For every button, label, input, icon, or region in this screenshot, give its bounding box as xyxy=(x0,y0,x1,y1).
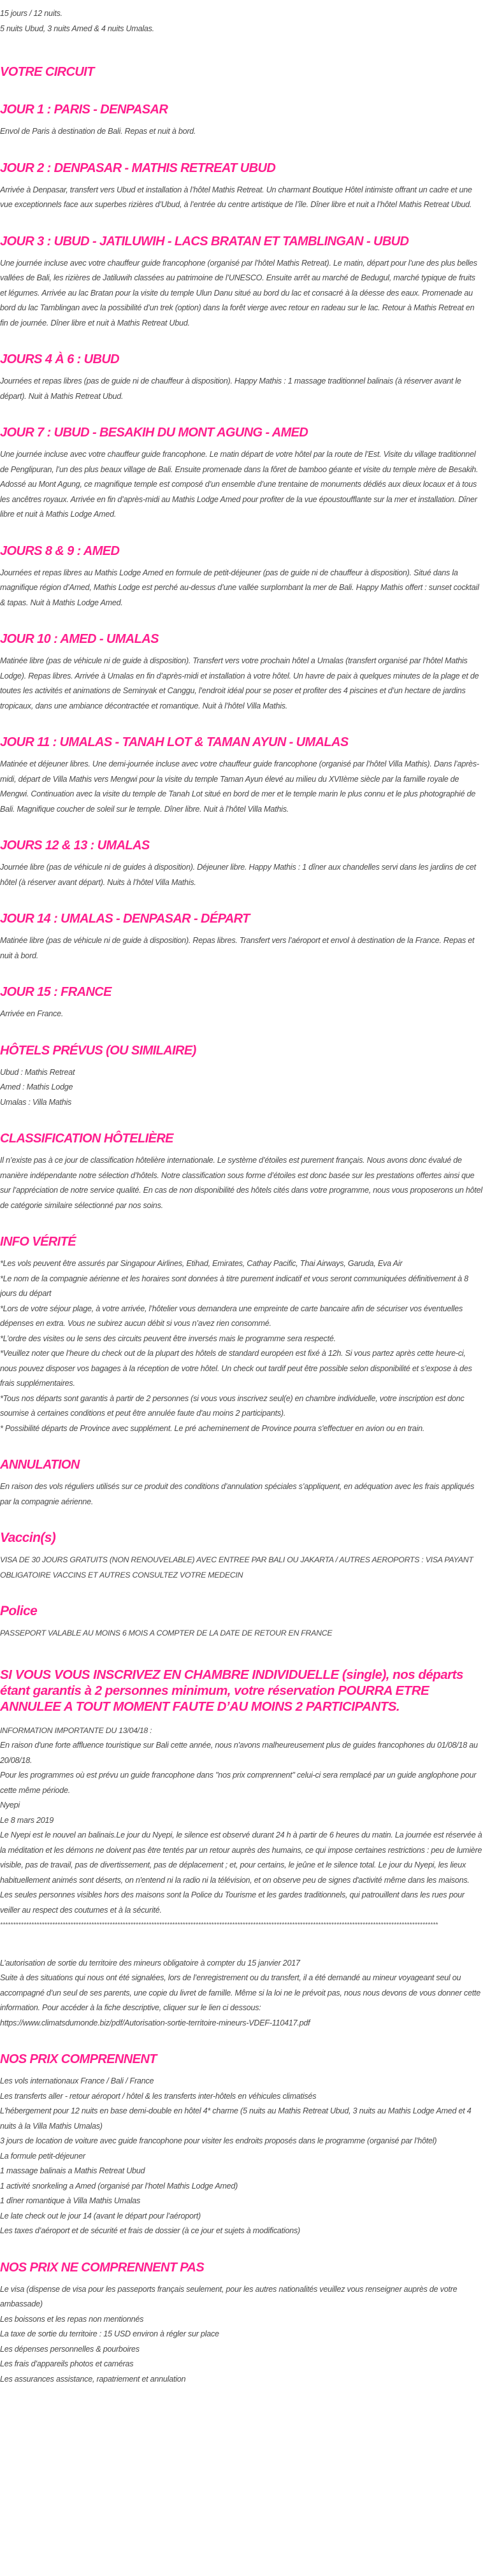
important-info-line: Pour les programmes où est prévu un guide francophone dans "nos prix comprennent" celui-ci sera remplacé par un guide anglophone pour cette même période. xyxy=(0,1771,477,1795)
section-title-hotels: HÔTELS PRÉVUS (OU SIMILAIRE) xyxy=(0,1043,196,1058)
day-title: JOUR 1 : PARIS - DENPASAR xyxy=(0,103,168,117)
day-title: JOUR 2 : DENPASAR - MATHIS RETREAT UBUD xyxy=(0,161,276,175)
excluded-item: Les frais d’appareils photos et caméras xyxy=(0,2359,134,2368)
excluded-item: Le visa (dispense de visa pour les passeports français seulement, pour les autres nationalités veuillez vous renseigner auprès de votre ambassade) xyxy=(0,2284,458,2308)
annulation-text: En raison des vols réguliers utilisés sur ce produit des conditions d’annulation spéciales s’appliquent, en adéquation avec les frais appliqués par la compagnie aérienne. xyxy=(0,1482,475,1506)
info-verite-item: *Tous nos départs sont garantis à partir de 2 personnes (si vous vous inscrivez seul(e) en chambre individuelle, votre inscription est donc soumise à certaines conditions et peut être annulée faute d'au moins 2 participants). xyxy=(0,1393,465,1418)
included-item: Les taxes d’aéroport et de sécurité et frais de dossier (à ce jour et sujets à modifications) xyxy=(0,2226,300,2235)
day-description: Matinée libre (pas de véhicule ni de guide à disposition). Transfert vers votre prochain hôtel a Umalas (transfert organisé par l’hôtel Mathis Lodge). Repas libres. Arrivée à Umalas en fin d’après-midi et installation à votre hôtel. Un havre de paix à quelques minutes de la plage et de toutes les activités et animations de Seminyak et Canggu, l’endroit idéal pour se poser et profiter des 4 piscines et d’un hectare de jardins tropicaux, dans une ambiance décontractée et romantique. Nuit à l’hôtel Villa Mathis. xyxy=(0,656,479,710)
intro-line: 5 nuits Ubud, 3 nuits Amed & 4 nuits Umalas. xyxy=(0,24,154,33)
day-title: JOUR 7 : UBUD - BESAKIH DU MONT AGUNG - AMED xyxy=(0,426,308,440)
day-description: Une journée incluse avec votre chauffeur guide francophone. Le matin départ de votre hôtel par la route de l’Est. Visite du village traditionnel de Penglipuran, l’un des plus beaux village de Bali. Ensuite promenade dans la fôret de bamboo géante et visite du temple mère de Besakih. Adossé au Mont Agung, ce magnifique temple est composé d’un ensemble d’une trentaine de monuments dédiés aux dieux locaux et à tous les ancêtres royaux. Arrivée en fin d’après-midi au Mathis Lodge Amed pour profiter de la vue époustoufflante sur la mer et installation. Dîner libre et nuit à Mathis Lodge Amed. xyxy=(0,450,479,519)
important-info-line: INFORMATION IMPORTANTE DU 13/04/18 : xyxy=(0,1725,152,1735)
included-item: 3 jours de location de voiture avec guide francophone pour visiter les endroits proposés dans le programme (organisé par l’hôtel) xyxy=(0,2136,437,2145)
day-title: JOUR 15 : FRANCE xyxy=(0,985,112,999)
hotel-item: Amed : Mathis Lodge xyxy=(0,1083,73,1091)
day-description: Matinée et déjeuner libres. Une demi-journée incluse avec votre chauffeur guide francophone (organisé par l’hôtel Villa Mathis). Dans l’après-midi, départ de Villa Mathis vers Mengwi pour la visite du temple Taman Ayun élevé au milieu du XVIIème siècle par la famille royale de Mengwi. Continuation avec la visite du temple de Tanah Lot situé en bord de mer et le temple marin le plus connu et le plus photographié de Bali. Magnifique coucher de soleil sur le temple. Dîner libre. Nuit à l’hôtel Villa Mathis. xyxy=(0,759,479,814)
section-title-info-verite: INFO VÉRITÉ xyxy=(0,1235,76,1249)
day-description: Arrivée à Denpasar, transfert vers Ubud et installation à l’hôtel Mathis Retreat. Un charmant Boutique Hôtel intimiste offrant un cadre et une vue exceptionnels face aux superbes rizières d’Ubud, à l’entrée du centre artistique de l’île. Dîner libre et nuit a l’hôtel Mathis Retreat Ubud. xyxy=(0,185,472,209)
section-title-included: NOS PRIX COMPRENNENT xyxy=(0,2052,157,2066)
day-title: JOURS 8 & 9 : AMED xyxy=(0,543,120,558)
included-item: La formule petit-déjeuner xyxy=(0,2151,85,2161)
day-description: Journées et repas libres au Mathis Lodge Amed en formule de petit-déjeuner (pas de guide ni de chauffeur à disposition). Situé dans la magnifique région d’Amed, Mathis Lodge est perché au-dessus d’une vallée surplombant la mer de Bali. Happy Mathis offert : sunset cocktail & tapas. Nuit à Mathis Lodge Amed. xyxy=(0,568,479,607)
vaccins-text: VISA DE 30 JOURS GRATUITS (NON RENOUVELABLE) AVEC ENTREE PAR BALI OU JAKARTA / AUTRES AEROPORTS : VISA PAYANT OBLIGATOIRE VACCINS ET AUTRES CONSULTEZ VOTRE MEDECIN xyxy=(0,1555,473,1579)
minors-form-link[interactable]: https://www.climatsdumonde.biz/pdf/Autorisation-sortie-territoire-mineurs-VDEF-110417.pdf xyxy=(0,2018,310,2027)
info-verite-item: *Les vols peuvent être assurés par Singapour Airlines, Etihad, Emirates, Cathay Pacific, Thai Airways, Garuda, Eva Air xyxy=(0,1259,403,1268)
section-title-annulation: ANNULATION xyxy=(0,1458,80,1472)
included-item: 1 dîner romantique à Villa Mathis Umalas xyxy=(0,2196,141,2205)
minors-info-line: L’autorisation de sortie du territoire des mineurs obligatoire à compter du 15 janvier 2017 xyxy=(0,1958,300,1968)
day-description: Journée libre (pas de véhicule ni de guides à disposition). Déjeuner libre. Happy Mathis : 1 dîner aux chandelles servi dans les jardins de cet hôtel (à réserver avant départ). Nuits à l’hôtel Villa Mathis. xyxy=(0,863,476,887)
day-description: Matinée libre (pas de véhicule ni de guide à disposition). Repas libres. Transfert vers l’aéroport et envol à destination de la France. Repas et nuit à bord. xyxy=(0,936,475,960)
excluded-item: La taxe de sortie du territoire : 15 USD environ à régler sur place xyxy=(0,2329,219,2338)
included-item: 1 activité snorkeling a Amed (organisé par l’hotel Mathis Lodge Amed) xyxy=(0,2181,238,2191)
section-title-vaccins: Vaccin(s) xyxy=(0,1530,56,1545)
included-item: Le late check out le jour 14 (avant le départ pour l’aéroport) xyxy=(0,2211,201,2220)
separator-line: ************************************************************************************************************************************************************************ xyxy=(0,1922,438,1929)
section-title-excluded: NOS PRIX NE COMPRENNENT PAS xyxy=(0,2260,205,2275)
important-info-line: Nyepi xyxy=(0,1801,20,1810)
excluded-item: Les boissons et les repas non mentionnés xyxy=(0,2314,144,2324)
excluded-item: Les dépenses personnelles & pourboires xyxy=(0,2344,140,2354)
section-title-police: Police xyxy=(0,1604,38,1618)
intro-line: 15 jours / 12 nuits. xyxy=(0,9,62,18)
day-title: JOUR 3 : UBUD - JATILUWIH - LACS BRATAN ET TAMBLINGAN - UBUD xyxy=(0,234,409,248)
day-title: JOURS 12 & 13 : UMALAS xyxy=(0,838,150,853)
day-title: JOUR 14 : UMALAS - DENPASAR - DÉPART xyxy=(0,912,250,926)
hotel-item: Umalas : Villa Mathis xyxy=(0,1097,72,1107)
hotel-item: Ubud : Mathis Retreat xyxy=(0,1067,75,1077)
important-info-line: Le 8 mars 2019 xyxy=(0,1815,54,1825)
day-description: Journées et repas libres (pas de guide ni de chauffeur à disposition). Happy Mathis : 1 massage traditionnel balinais (à réserver avant le départ). Nuit à Mathis Retreat Ubud. xyxy=(0,377,461,401)
day-description: Envol de Paris à destination de Bali. Repas et nuit à bord. xyxy=(0,127,196,136)
single-room-warning: SI VOUS VOUS INSCRIVEZ EN CHAMBRE INDIVIDUELLE (single), nos départs étant garantis à 2 personnes minimum, votre réservation POURRA ETRE ANNULEE A TOUT MOMENT FAUTE D’AU MOINS 2 PARTICIPANTS. xyxy=(0,1667,463,1714)
important-info-line: Le Nyepi est le nouvel an balinais.Le jour du Nyepi, le silence est observé durant 24 h à partir de 6 heures du matin. La journée est réservée à la méditation et les démons ne doivent pas être tentés par un retour auprès des humains, ce qui impose certaines restrictions : peu de lumière visible, pas de travail, pas de divertissement, pas de déplacement ; et, pour certains, le jeûne et le silence total. Le jour du Nyepi, les lieux habituellement animés sont déserts, on n'entend ni la radio ni la télévision, et on observe peu de signes d'activité même dans les maisons. Les seules personnes visibles hors des maisons sont la Police du Tourisme et les gardes traditionnels, qui patrouillent dans les rues pour veiller au respect des coutumes et à la sécurité. xyxy=(0,1831,482,1915)
included-item: Les transferts aller - retour aéroport / hôtel & les transferts inter-hôtels en véhicules climatisés xyxy=(0,2091,317,2101)
info-verite-item: *Lors de votre séjour plage, à votre arrivée, l’hôtelier vous demandera une empreinte de carte bancaire afin de sécuriser vos éventuelles dépenses en extra. Vous ne subirez aucun débit si vous n’avez rien consommé. xyxy=(0,1304,463,1328)
info-verite-item: * Possibilité départs de Province avec supplément. Le pré acheminement de Province pourra s'effectuer en avion ou en train. xyxy=(0,1423,425,1433)
info-verite-item: *L’ordre des visites ou le sens des circuits peuvent être inversés mais le programme sera respecté. xyxy=(0,1334,336,1343)
info-verite-item: *Veuillez noter que l’heure du check out de la plupart des hôtels de standard européen est fixé à 12h. Si vous partez après cette heure-ci, nous pouvez disposer vos bagages à la réception de votre hôtel. Un check out tardif peut être possible selon disponibilité et s’expose à des frais supplémentaires. xyxy=(0,1349,472,1388)
included-item: L'hébergement pour 12 nuits en base demi-double en hôtel 4* charme (5 nuits au Mathis Retreat Ubud, 3 nuits au Mathis Lodge Amed et 4 nuits à la Villa Mathis Umalas) xyxy=(0,2106,472,2131)
minors-info-line: Suite à des situations qui nous ont été signalées, lors de l’enregistrement ou du transfert, il a été demandé au mineur voyageant seul ou accompagné d’un seul de ses parents, une copie du livret de famille. Même si la loi ne le prévoit pas, nous nous devons de vous donner cette information. Pour accéder à la fiche descriptive, cliquer sur le lien ci dessous: xyxy=(0,1973,480,2012)
day-description: Une journée incluse avec votre chauffeur guide francophone (organisé par l’hôtel Mathis Retreat). Le matin, départ pour l’une des plus belles vallées de Bali, les rizières de Jatiluwih classées au patrimoine de l’UNESCO. Ensuite arrêt au marché de Bedugul, marché typique de fruits et légumes. Arrivée au lac Bratan pour la visite du temple Ulun Danu situé au bord du lac et consacré à la déesse des eaux. Promenade au bord du lac Tamblingan avec la possibilité d’un trek (option) dans la forêt vierge avec retour en radeau sur le lac. Retour à Mathis Retreat en fin de journée. Dîner libre et nuit à Mathis Retreat Ubud. xyxy=(0,258,477,327)
day-title: JOUR 10 : AMED - UMALAS xyxy=(0,632,159,646)
included-item: 1 massage balinais a Mathis Retreat Ubud xyxy=(0,2166,145,2175)
classification-text: Il n’existe pas à ce jour de classification hôtelière internationale. Le système d’étoiles est purement français. Nous avons donc évalué de manière indépendante notre sélection d’hôtels. Notre classification sous forme d’étoiles est donc basée sur les prestations offertes ainsi que sur l’appréciation de notre service qualité. En cas de non disponibilité des hôtels cités dans votre programme, nous vous proposerons un hôtel de catégorie similaire sélectionné par nos soins. xyxy=(0,1156,482,1210)
important-info-line: En raison d'une forte affluence touristique sur Bali cette année, nous n'avons malheureusement plus de guides francophones du 01/08/18 au 20/08/18. xyxy=(0,1741,478,1765)
day-title: JOURS 4 À 6 : UBUD xyxy=(0,352,120,366)
day-description: Arrivée en France. xyxy=(0,1009,64,1018)
police-text: PASSEPORT VALABLE AU MOINS 6 MOIS A COMPTER DE LA DATE DE RETOUR EN FRANCE xyxy=(0,1629,333,1637)
day-title: JOUR 11 : UMALAS - TANAH LOT & TAMAN AYUN - UMALAS xyxy=(0,735,349,749)
info-verite-item: *Le nom de la compagnie aérienne et les horaires sont données à titre purement indicatif et vous seront communiquées définitivement à 8 jours du départ xyxy=(0,1274,468,1298)
section-title-classification: CLASSIFICATION HÔTELIÈRE xyxy=(0,1132,173,1146)
included-item: Les vols internationaux France / Bali / France xyxy=(0,2076,154,2085)
section-title-circuit: VOTRE CIRCUIT xyxy=(0,65,94,79)
excluded-item: Les assurances assistance, rapatriement et annulation xyxy=(0,2374,186,2384)
